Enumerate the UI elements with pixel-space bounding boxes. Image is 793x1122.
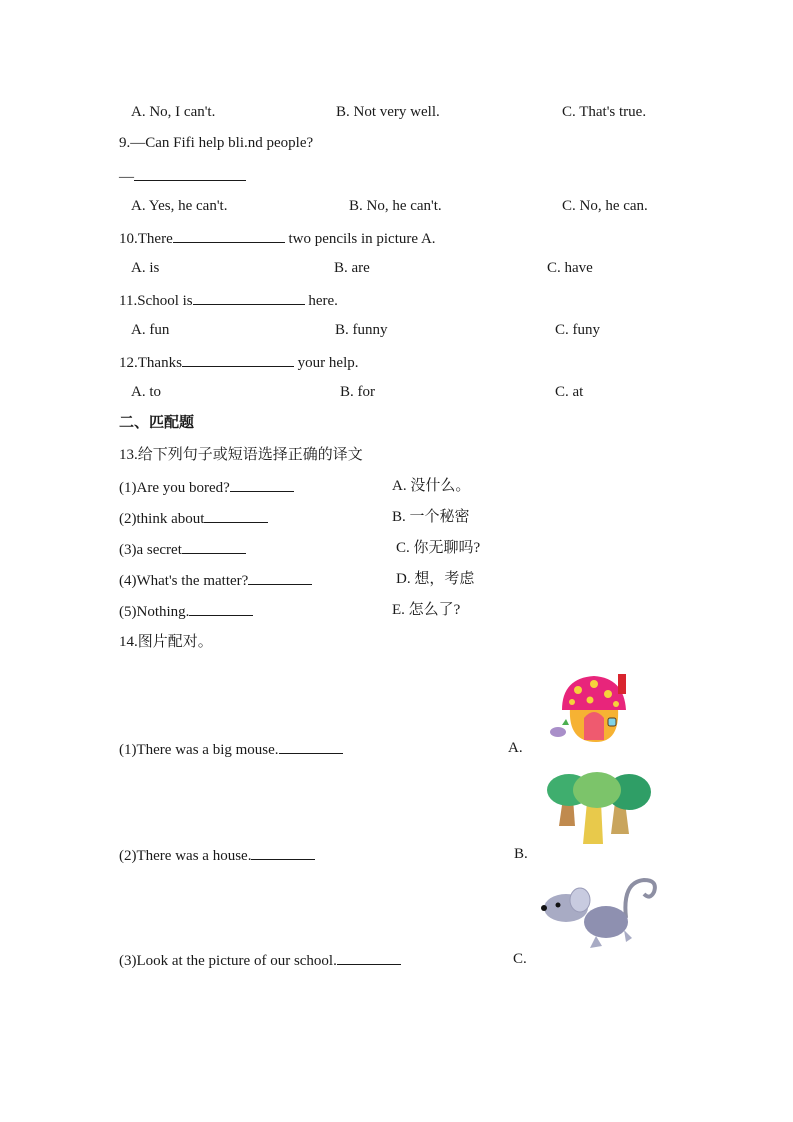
cap-dot [590,680,598,688]
section-title: 二、匹配题 [119,415,195,431]
q12-option-c: C. at [555,384,584,400]
q14-item-text: (1)There was a big mouse. [119,742,279,758]
q14-blank-3[interactable] [337,950,401,965]
cap-dot [587,697,594,704]
door-shape [584,712,604,740]
q12-blank[interactable] [182,352,294,367]
q10-question [119,228,436,248]
mouse-tail [625,880,655,918]
q13-translation-e: E. 怎么了? [392,602,461,618]
mouse-ear [570,888,590,912]
chimney-shape [618,674,626,694]
q14-blank-2[interactable] [251,845,315,860]
q13-item-text: (3)a secret [119,542,182,558]
mouse-foot [624,930,632,942]
q14-item-2 [119,845,315,865]
q13-blank-5[interactable] [189,601,253,616]
cap-dot [613,701,619,707]
q13-item-text: (1)Are you bored? [119,480,230,496]
q14-label-b: B. [514,846,528,862]
q13-item-text: (4)What's the matter? [119,573,249,589]
q11-option-c: C. funy [555,322,600,338]
q13-item-4 [119,570,312,590]
q14-item-3 [119,950,401,970]
q9-option-a: A. Yes, he can't. [131,198,228,214]
q9-blank[interactable] [134,166,246,181]
q11-blank[interactable] [193,290,305,305]
mushroom-house-image [548,670,634,746]
q8-option-c: C. That's true. [562,104,647,120]
q12-text-after: your help. [293,355,359,371]
q10-blank[interactable] [173,228,285,243]
q14-item-1 [119,739,343,759]
q8-option-b: B. Not very well. [336,104,440,120]
foliage-center [573,772,621,808]
q14-label-c: C. [513,951,527,967]
q13-item-1 [119,477,294,497]
mouse-foot [590,936,602,948]
q9-option-b: B. No, he can't. [349,198,442,214]
q9-question: 9.—Can Fifi help bli.nd people? [119,135,314,151]
trunk-center [583,802,603,844]
q11-text-after: here. [304,293,338,309]
q13-blank-2[interactable] [204,508,268,523]
window-shape [608,718,616,726]
mouse-nose [541,905,547,911]
q13-translation-a: A. 没什么。 [392,478,471,494]
q14-blank-1[interactable] [279,739,343,754]
q13-translation-d: D. 想，考虑 [396,571,475,587]
q13-title: 13.给下列句子或短语选择正确的译文 [119,447,363,463]
cap-dot [574,686,582,694]
q10-option-b: B. are [334,260,370,276]
trees-image [545,768,653,848]
q10-text-after: two pencils in picture A. [284,231,436,247]
q14-label-a: A. [508,740,523,756]
q12-question [119,352,359,372]
cap-dot [569,699,575,705]
grass-shape [562,719,569,725]
q13-blank-1[interactable] [230,477,294,492]
q14-item-text: (3)Look at the picture of our school. [119,953,337,969]
q14-title: 14.图片配对。 [119,634,213,650]
q8-option-a: A. No, I can't. [131,104,216,120]
q11-option-b: B. funny [335,322,388,338]
q12-option-a: A. to [131,384,161,400]
q13-item-text: (2)think about [119,511,205,527]
q11-option-a: A. fun [131,322,170,338]
q9-answer-prefix: — [119,169,134,185]
q10-text-before: 10.There [119,231,173,247]
q11-text-before: 11.School is [119,293,193,309]
stone-shape [550,727,566,737]
q13-item-text: (5)Nothing. [119,604,190,620]
q10-option-c: C. have [547,260,593,276]
q13-translation-b: B. 一个秘密 [392,509,470,525]
q10-option-a: A. is [131,260,160,276]
q9-answer-line [119,166,246,186]
q13-item-2 [119,508,268,528]
mouse-image [540,872,662,952]
mouse-eye [556,903,561,908]
mouse-body [584,906,628,938]
q12-text-before: 12.Thanks [119,355,182,371]
q13-translation-c: C. 你无聊吗? [396,540,481,556]
q12-option-b: B. for [340,384,375,400]
q13-blank-3[interactable] [182,539,246,554]
q13-item-3 [119,539,246,559]
q14-item-text: (2)There was a house. [119,848,252,864]
q9-option-c: C. No, he can. [562,198,648,214]
q13-blank-4[interactable] [248,570,312,585]
cap-dot [604,690,612,698]
q11-question [119,290,338,310]
q13-item-5 [119,601,253,621]
